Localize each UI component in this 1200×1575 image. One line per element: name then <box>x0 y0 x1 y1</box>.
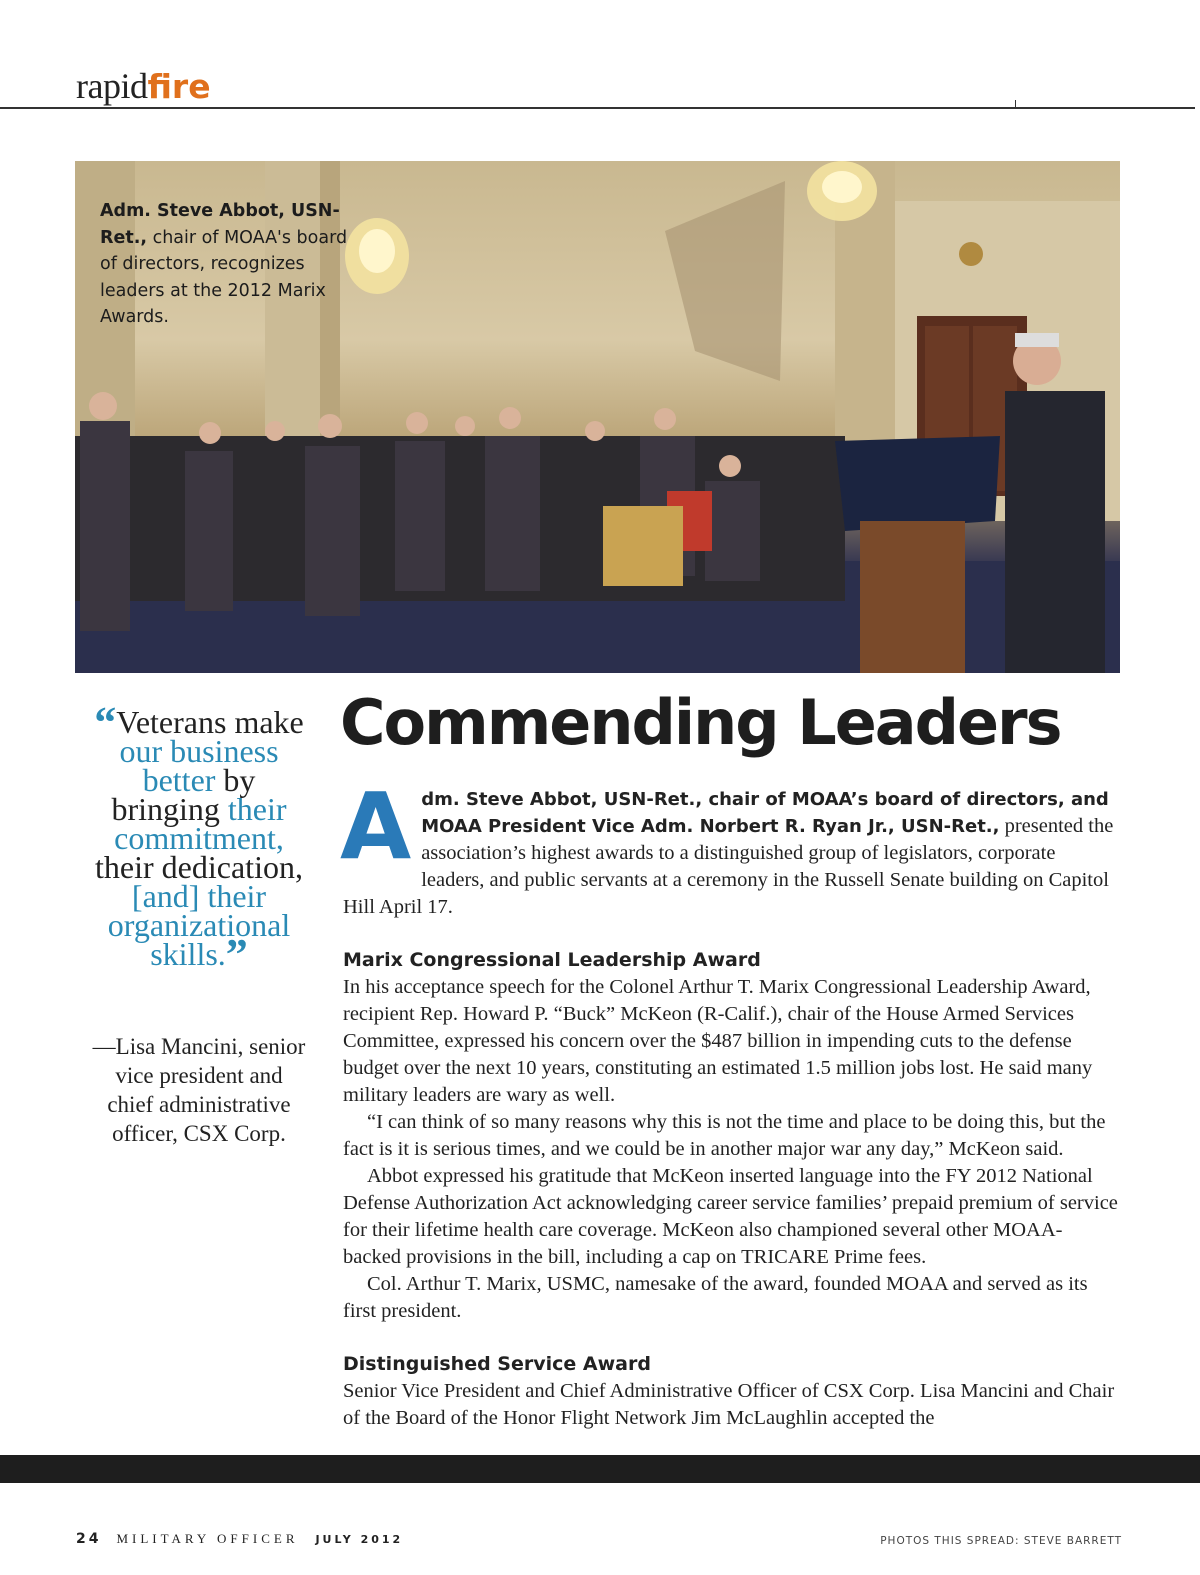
paragraph: “I can think of so many reasons why this is not the time and place to be doing this, but the fact is it is serious times, and we could be in another major war any day,” McKeon said. <box>343 1111 1106 1160</box>
footer-folio <box>76 1531 403 1547</box>
quote-part: Veterans make <box>116 704 304 740</box>
bottom-bar <box>0 1455 1200 1483</box>
drop-cap: A <box>340 773 412 880</box>
close-quote-mark: ” <box>225 930 248 979</box>
quote-highlight: [and] their organizational skills. <box>107 878 291 972</box>
quote-part: by bringing <box>111 762 256 827</box>
masthead-rapid: rapid <box>76 66 148 106</box>
article-headline: Commending Leaders <box>340 686 1061 759</box>
paragraph: Senior Vice President and Chief Administrative Officer of CSX Corp. Lisa Mancini and Chair of the Board of the Honor Flight Network Jim McLaughlin accepted the <box>343 1380 1115 1429</box>
lead-text: presented the association’s highest awards to a distinguished group of legislators, corporate leaders, and public servants at a ceremony in the Russell Senate building on Capitol Hill April 17. <box>343 815 1114 918</box>
quote-highlight: their commitment, <box>114 791 287 856</box>
lead-bold: dm. Steve Abbot, USN-Ret., chair of MOAA’s board of directors, and MOAA President Vice Adm. Norbert R. Ryan Jr., USN-Ret., <box>421 789 1109 837</box>
lead-paragraph <box>340 773 1118 921</box>
section-heading-distinguished: Distinguished Service Award <box>343 1353 651 1375</box>
open-quote-mark: “ <box>94 698 117 747</box>
top-rule-mark <box>1015 100 1016 109</box>
quote-part: their dedication, <box>95 849 303 885</box>
event-photo <box>75 161 1120 673</box>
section-masthead <box>76 68 211 105</box>
article-body <box>340 773 1118 1432</box>
photo-credit: PHOTOS THIS SPREAD: STEVE BARRETT <box>880 1535 1122 1547</box>
magazine-name: MILITARY OFFICER <box>116 1531 299 1546</box>
issue-date: JULY 2012 <box>315 1533 404 1546</box>
pull-quote <box>90 698 308 979</box>
paragraph: Col. Arthur T. Marix, USMC, namesake of the award, founded MOAA and served as its first president. <box>343 1273 1088 1322</box>
caption-bold: Adm. Steve Abbot, USN-Ret., <box>100 201 340 248</box>
masthead-fire: fire <box>147 67 211 106</box>
paragraph: In his acceptance speech for the Colonel Arthur T. Marix Congressional Leadership Award, recipient Rep. Howard P. “Buck” McKeon (R-Calif.), chair of the House Armed Services Committee, expressed his concern over the $487 billion in impending cuts to the defense budget over the next 10 years, constituting an estimated 1.5 million jobs lost. He said many military leaders are wary as well. <box>343 976 1093 1106</box>
paragraph: Abbot expressed his gratitude that McKeon inserted language into the FY 2012 National Defense Authorization Act acknowledging career service families’ prepaid premium of service for their lifetime health care coverage. McKeon also championed several other MOAA-backed provisions in the bill, including a cap on TRICARE Prime fees. <box>343 1165 1118 1268</box>
quote-attribution: —Lisa Mancini, senior vice president and chief administrative officer, CSX Corp. <box>92 1034 306 1146</box>
photo-caption <box>100 198 360 331</box>
quote-highlight: our business better <box>119 733 279 798</box>
section-heading-marix: Marix Congressional Leadership Award <box>343 949 761 971</box>
page-number: 24 <box>76 1531 102 1547</box>
caption-text: chair of MOAA's board of directors, recognizes leaders at the 2012 Marix Awards. <box>100 227 348 327</box>
